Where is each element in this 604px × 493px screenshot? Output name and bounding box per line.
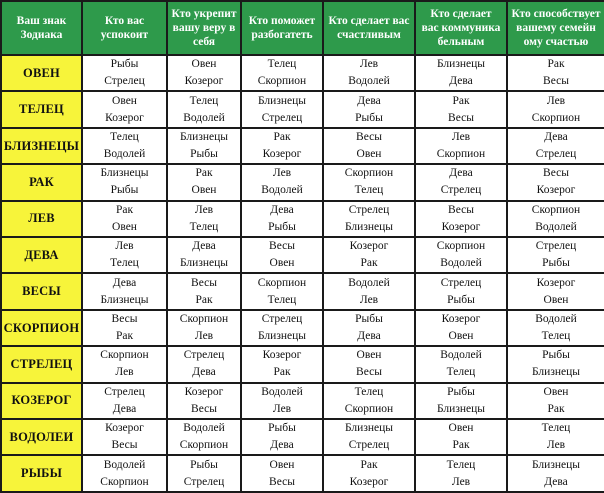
compatible-sign: Овен [543,385,569,398]
compatible-sign: Овен [356,148,382,161]
compatible-sign: Телец [110,257,139,270]
compatible-sign: Стрелец [183,475,225,488]
compatible-sign: Телец [354,184,384,197]
compatible-sign: Козерог [105,111,144,124]
compatible-sign: Дева [544,475,568,488]
compatible-sign: Скорпион [179,439,229,452]
table-cell [82,383,167,419]
table-cell [167,201,241,237]
table-cell [415,164,507,200]
table-cell [82,91,167,127]
compatible-sign: Скорпион [100,475,149,488]
compatible-sign: Близнецы [257,330,307,343]
table-cell [323,55,415,91]
table-cell [167,419,241,455]
table-cell [415,346,507,382]
table-cell [507,55,604,91]
compatible-sign: Рак [547,402,565,415]
compatible-sign: Рак [360,257,378,270]
table-cell [323,310,415,346]
compatible-sign: Стрелец [261,313,303,326]
compatible-sign: Весы [356,366,382,379]
table-cell [323,91,415,127]
compatible-sign: Лев [546,94,566,107]
table-cell [241,310,323,346]
table-cell [507,346,604,382]
compatible-sign: Близнецы [100,293,149,306]
compatible-sign: Стрелец [183,349,225,362]
compatible-sign: Телец [267,293,297,306]
compatible-sign: Козерог [349,475,389,488]
table-cell [323,128,415,164]
table-row [1,91,604,127]
table-cell [507,383,604,419]
table-row [1,346,604,382]
compatible-sign: Дева [270,439,294,452]
compatible-sign: Водолей [535,313,577,326]
compatible-sign: Близнецы [531,458,581,471]
table-cell [415,455,507,492]
compatible-sign: Водолей [183,111,225,124]
header-family: Кто способствует вашему семейн ому счастью [507,1,604,55]
zodiac-sign-label: РЫБЫ [1,455,82,492]
compatible-sign: Весы [543,75,569,88]
table-cell [82,419,167,455]
compatible-sign: Козерог [441,313,481,326]
table-cell [82,455,167,492]
compatible-sign: Близнецы [436,402,486,415]
table-cell [167,310,241,346]
compatible-sign: Близнецы [179,257,229,270]
compatible-sign: Рак [115,330,134,343]
compatible-sign: Козерог [184,385,224,398]
table-cell [241,346,323,382]
table-cell [82,128,167,164]
compatible-sign: Скорпион [531,111,581,124]
compatible-sign: Дева [192,366,216,379]
compatible-sign: Лев [272,402,292,415]
compatible-sign: Овен [448,422,474,435]
zodiac-sign-label: КОЗЕРОГ [1,383,82,419]
compatible-sign: Весы [448,203,474,216]
compatible-sign: Скорпион [344,167,394,180]
compatible-sign: Дева [544,131,568,144]
table-cell [241,419,323,455]
compatible-sign: Рыбы [355,313,383,326]
compatible-sign: Дева [192,240,216,253]
compatible-sign: Рак [452,439,470,452]
compatible-sign: Близнецы [436,58,486,71]
table-cell [82,273,167,309]
compatible-sign: Дева [357,94,381,107]
compatible-sign: Близнецы [344,422,394,435]
compatible-sign: Рыбы [447,385,475,398]
compatible-sign: Рыбы [355,111,383,124]
table-cell [241,128,323,164]
compatible-sign: Водолей [440,257,482,270]
compatible-sign: Лев [115,240,134,253]
table-cell [241,201,323,237]
compatible-sign: Весы [111,439,138,452]
header-calm: Кто вас успокоит [82,1,167,55]
table-cell [82,346,167,382]
zodiac-sign-label: ВЕСЫ [1,273,82,309]
table-cell [82,201,167,237]
compatible-sign: Лев [359,293,379,306]
compatible-sign: Весы [111,313,138,326]
compatible-sign: Козерог [262,349,302,362]
table-cell [323,201,415,237]
compatible-sign: Водолей [440,349,482,362]
compatible-sign: Овен [191,58,217,71]
compatible-sign: Рыбы [447,293,475,306]
table-row [1,273,604,309]
zodiac-sign-label: БЛИЗНЕЦЫ [1,128,82,164]
compatible-sign: Дева [449,167,473,180]
compatible-sign: Телец [541,422,571,435]
compatible-sign: Лев [194,330,214,343]
table-cell [241,164,323,200]
table-cell [82,237,167,273]
table-cell [167,237,241,273]
compatible-sign: Козерог [105,422,144,435]
table-cell [323,237,415,273]
table-cell [415,383,507,419]
compatible-sign: Телец [446,366,476,379]
compatible-sign: Водолей [261,385,303,398]
zodiac-sign-label: ОВЕН [1,55,82,91]
compatible-sign: Весы [448,111,474,124]
table-cell [323,164,415,200]
compatible-sign: Рак [547,58,565,71]
compatible-sign: Скорпион [531,203,581,216]
compatible-sign: Рак [273,366,291,379]
compatible-sign: Рыбы [110,184,139,197]
table-cell [241,55,323,91]
compatible-sign: Водолей [261,184,303,197]
zodiac-sign-label: ТЕЛЕЦ [1,91,82,127]
compatible-sign: Овен [269,257,295,270]
compatible-sign: Стрелец [535,148,577,161]
table-cell [82,164,167,200]
compatible-sign: Лев [359,58,379,71]
compatible-sign: Близнецы [257,94,307,107]
table-cell [323,346,415,382]
compatible-sign: Весы [269,240,295,253]
compatible-sign: Овен [112,220,137,233]
compatible-sign: Телец [189,220,219,233]
table-body [1,55,604,492]
compatible-sign: Лев [272,167,292,180]
table-cell [241,91,323,127]
compatible-sign: Водолей [348,276,390,289]
table-cell [241,273,323,309]
table-cell [507,419,604,455]
table-cell [415,128,507,164]
compatible-sign: Овен [112,94,137,107]
compatible-sign: Телец [354,385,384,398]
compatible-sign: Стрелец [348,203,390,216]
table-cell [507,128,604,164]
table-cell [323,455,415,492]
header-happiness: Кто сделает вас счастливым [323,1,415,55]
compatible-sign: Близнецы [179,131,229,144]
table-cell [323,419,415,455]
compatible-sign: Рак [452,94,470,107]
compatible-sign: Лев [451,131,471,144]
table-cell [507,201,604,237]
compatible-sign: Овен [269,458,295,471]
table-cell [167,91,241,127]
table-cell [415,91,507,127]
compatible-sign: Козерог [536,276,576,289]
zodiac-sign-label: СКОРПИОН [1,310,82,346]
compatible-sign: Козерог [262,148,302,161]
compatible-sign: Телец [267,58,297,71]
compatible-sign: Телец [446,458,476,471]
compatible-sign: Рак [360,458,378,471]
compatible-sign: Рак [273,131,291,144]
compatible-sign: Близнецы [100,167,149,180]
zodiac-sign-label: ЛЕВ [1,201,82,237]
zodiac-sign-label: ДЕВА [1,237,82,273]
table-row [1,128,604,164]
header-wealth: Кто поможет разбогатеть [241,1,323,55]
table-cell [241,383,323,419]
header-communication: Кто сделает вас коммуника бельным [415,1,507,55]
compatible-sign: Скорпион [179,313,229,326]
compatible-sign: Стрелец [440,276,482,289]
compatible-sign: Овен [191,184,217,197]
table-cell [82,55,167,91]
table-row [1,55,604,91]
compatible-sign: Лев [194,203,214,216]
compatible-sign: Водолей [348,75,390,88]
compatible-sign: Овен [356,349,382,362]
table-row [1,201,604,237]
compatible-sign: Дева [357,330,381,343]
table-row [1,310,604,346]
table-cell [82,310,167,346]
compatible-sign: Скорпион [257,276,307,289]
compatible-sign: Овен [543,293,569,306]
table-row [1,383,604,419]
compatible-sign: Дева [112,276,137,289]
table-cell [167,164,241,200]
compatible-sign: Козерог [441,220,481,233]
header-row [1,1,604,55]
compatible-sign: Козерог [536,184,576,197]
compatible-sign: Скорпион [436,148,486,161]
compatible-sign: Скорпион [344,402,394,415]
compatible-sign: Близнецы [344,220,394,233]
table-cell [415,419,507,455]
compatible-sign: Лев [451,475,471,488]
compatible-sign: Рак [195,293,213,306]
compatible-sign: Овен [448,330,474,343]
zodiac-sign-label: РАК [1,164,82,200]
table-row [1,455,604,492]
compatible-sign: Стрелец [104,385,145,398]
table-cell [323,273,415,309]
compatible-sign: Стрелец [440,184,482,197]
table-row [1,419,604,455]
compatible-sign: Водолей [183,422,225,435]
compatible-sign: Рак [195,167,213,180]
table-cell [167,273,241,309]
compatible-sign: Весы [269,475,295,488]
compatible-sign: Телец [189,94,219,107]
table-cell [167,455,241,492]
compatible-sign: Скорпион [257,75,307,88]
zodiac-sign-label: СТРЕЛЕЦ [1,346,82,382]
table-cell [167,55,241,91]
compatible-sign: Весы [191,402,217,415]
compatible-sign: Козерог [184,75,224,88]
compatible-sign: Скорпион [100,349,149,362]
compatible-sign: Рыбы [190,148,218,161]
table-cell [507,455,604,492]
table-cell [415,55,507,91]
table-row [1,237,604,273]
table-cell [415,310,507,346]
compatible-sign: Рыбы [268,422,296,435]
compatible-sign: Дева [449,75,473,88]
compatible-sign: Рыбы [542,257,570,270]
table-cell [167,128,241,164]
compatible-sign: Рыбы [542,349,570,362]
compatible-sign: Козерог [349,240,389,253]
compatible-sign: Весы [543,167,569,180]
header-faith: Кто укрепит вашу веру в себя [167,1,241,55]
compatible-sign: Дева [270,203,294,216]
compatible-sign: Весы [191,276,217,289]
compatible-sign: Рыбы [268,220,296,233]
compatible-sign: Стрелец [104,75,145,88]
table-row [1,164,604,200]
table-cell [507,237,604,273]
compatible-sign: Лев [546,439,566,452]
compatible-sign: Стрелец [348,439,390,452]
compatible-sign: Водолей [103,458,146,471]
compatible-sign: Рыбы [190,458,218,471]
zodiac-sign-label: ВОДОЛЕИ [1,419,82,455]
table-cell [507,273,604,309]
table-cell [167,346,241,382]
table-cell [167,383,241,419]
table-cell [241,237,323,273]
table-cell [415,201,507,237]
table-cell [241,455,323,492]
compatible-sign: Рак [115,203,134,216]
table-cell [507,164,604,200]
compatible-sign: Скорпион [436,240,486,253]
table-cell [323,383,415,419]
compatible-sign: Стрелец [535,240,577,253]
table-cell [507,91,604,127]
table-cell [507,310,604,346]
compatible-sign: Весы [356,131,382,144]
compatible-sign: Стрелец [261,111,303,124]
compatible-sign: Водолей [103,148,146,161]
compatible-sign: Лев [115,366,134,379]
compatible-sign: Рыбы [110,58,139,71]
compatible-sign: Близнецы [531,366,581,379]
compatible-sign: Телец [110,131,139,144]
compatible-sign: Водолей [535,220,577,233]
header-sign: Ваш знак Зодиака [1,1,82,55]
compatible-sign: Дева [112,402,137,415]
table-cell [415,237,507,273]
compatible-sign: Телец [541,330,571,343]
table-cell [415,273,507,309]
